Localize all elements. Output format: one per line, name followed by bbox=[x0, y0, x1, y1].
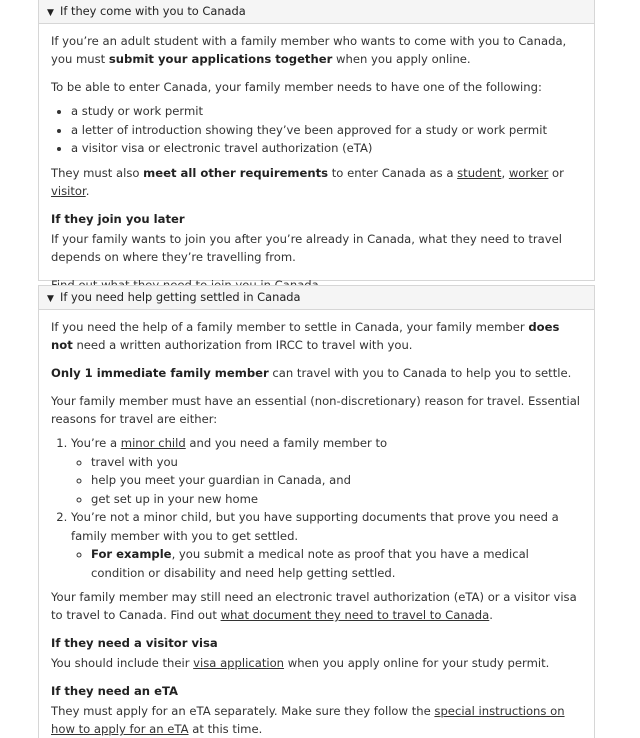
subheading-join-later: If they join you later bbox=[51, 211, 185, 226]
text: and you need a family member to bbox=[185, 436, 388, 450]
paragraph bbox=[51, 164, 582, 200]
text: need a written authorization from IRCC to travel with you. bbox=[72, 338, 413, 352]
paragraph: Your family member must have an essential (non-discretionary) reason for travel. Essential reasons for travel are either: bbox=[51, 394, 581, 426]
panel-title: If you need help getting settled in Canada bbox=[60, 290, 301, 304]
list-item: ◦ get set up in your new home bbox=[91, 490, 582, 509]
text: or bbox=[548, 165, 564, 180]
text: If you’re an adult student with a family member who wants to come with you to Canada, you must bbox=[51, 34, 567, 66]
text: They must apply for an eTA separately. Make sure they follow the bbox=[51, 704, 435, 718]
bold-text: Only 1 immediate family member bbox=[51, 366, 269, 380]
paragraph bbox=[51, 364, 582, 382]
paragraph bbox=[51, 32, 582, 68]
text: . bbox=[489, 608, 493, 622]
panel-summary-help-settle[interactable] bbox=[39, 286, 594, 310]
text: Your family member may still need an electronic travel authorization (eTA) or a visitor visa to travel to Canada. Find out bbox=[51, 590, 577, 622]
subheading-eta: If they need an eTA bbox=[51, 684, 178, 698]
bold-text: For example bbox=[91, 547, 172, 561]
worker-link[interactable]: worker bbox=[508, 165, 549, 180]
panel-summary-come-with-you[interactable] bbox=[39, 0, 594, 24]
text: You’re not a minor child, but you have supporting documents that prove you need a family member with you to get settled. bbox=[71, 510, 559, 543]
visa-application-link[interactable]: visa application bbox=[193, 656, 285, 670]
paragraph bbox=[51, 654, 582, 672]
sub-list bbox=[71, 453, 582, 509]
text: , bbox=[501, 165, 509, 180]
list-item: • a study or work permit bbox=[71, 102, 582, 121]
text: at this time. bbox=[188, 722, 263, 736]
list-item: • a visitor visa or electronic travel authorization (eTA) bbox=[71, 139, 582, 158]
requirements-list bbox=[51, 102, 582, 158]
minor-child-link[interactable]: minor child bbox=[120, 436, 186, 450]
reasons-list bbox=[51, 434, 582, 582]
list-item: ◦ help you meet your guardian in Canada, and bbox=[91, 471, 582, 490]
bold-text: does not bbox=[51, 320, 560, 352]
panel-body bbox=[39, 24, 594, 294]
student-link[interactable]: student bbox=[457, 165, 502, 180]
travel-document-link[interactable]: what document they need to travel to Canada bbox=[220, 608, 490, 622]
text: when you apply online for your study permit. bbox=[284, 656, 550, 670]
text: can travel with you to Canada to help you to settle. bbox=[268, 366, 572, 380]
list-item: • a letter of introduction showing they’ve been approved for a study or work permit bbox=[71, 121, 582, 140]
paragraph: To be able to enter Canada, your family member needs to have one of the following: bbox=[51, 80, 542, 94]
text: . bbox=[85, 183, 90, 198]
details-panel-come-with-you bbox=[38, 0, 595, 281]
list-item: ◦ travel with you bbox=[91, 453, 582, 472]
text: , you submit a medical note as proof that you have a medical condition or disability and need help getting settled. bbox=[91, 547, 529, 580]
panel-title: If they come with you to Canada bbox=[60, 4, 246, 18]
bold-text: submit your applications together bbox=[108, 52, 333, 66]
bold-text: meet all other requirements bbox=[143, 165, 329, 180]
paragraph bbox=[51, 702, 582, 738]
text: If you need the help of a family member to settle in Canada, your family member bbox=[51, 320, 529, 334]
triangle-down-icon: ▼ bbox=[47, 8, 54, 18]
paragraph bbox=[51, 588, 582, 624]
panel-body bbox=[39, 310, 594, 738]
list-item bbox=[71, 434, 582, 508]
text: You’re a bbox=[71, 436, 121, 450]
sub-list bbox=[71, 545, 582, 582]
visitor-link[interactable]: visitor bbox=[51, 183, 86, 198]
paragraph: If your family wants to join you after you’re already in Canada, what they need to travel depends on where they’re travelling from. bbox=[51, 231, 563, 264]
list-item bbox=[91, 545, 582, 582]
list-item bbox=[71, 508, 582, 582]
text: You should include their bbox=[51, 656, 194, 670]
text: when you apply online. bbox=[332, 52, 471, 66]
subheading-visitor-visa: If they need a visitor visa bbox=[51, 636, 218, 650]
eta-instructions-link[interactable]: special instructions on how to apply for an eTA bbox=[51, 704, 565, 736]
text: to enter Canada as a bbox=[328, 165, 458, 180]
text: They must also bbox=[51, 165, 144, 180]
paragraph bbox=[51, 318, 582, 354]
details-panel-help-settle bbox=[38, 285, 595, 738]
triangle-down-icon: ▼ bbox=[47, 294, 54, 304]
